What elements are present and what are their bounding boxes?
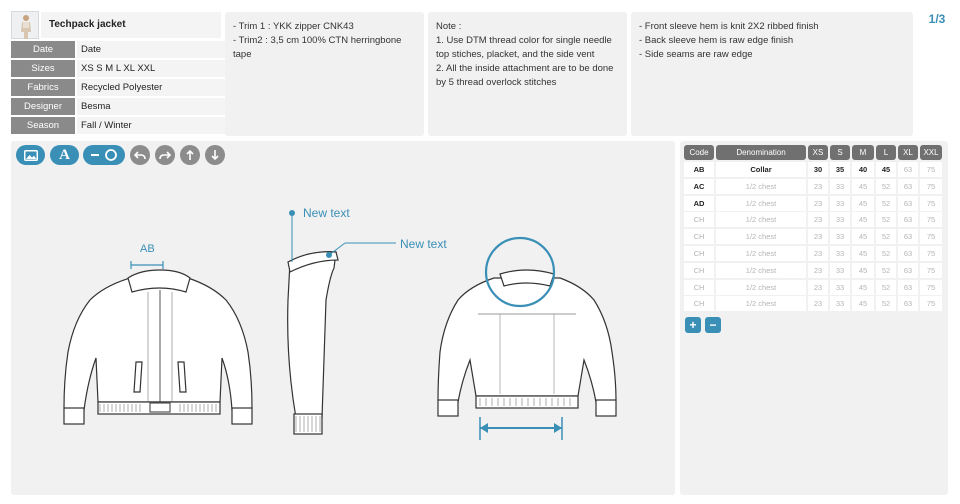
table-cell[interactable]: 45 [852, 246, 874, 261]
hem-width-arrow[interactable] [480, 417, 562, 440]
note-line: Note : [436, 21, 462, 32]
table-cell[interactable]: 45 [852, 296, 874, 311]
canvas-text-label[interactable]: New text [400, 237, 447, 251]
table-cell[interactable]: 52 [876, 263, 896, 278]
table-cell[interactable]: 23 [808, 179, 828, 194]
add-row-button[interactable]: + [685, 317, 701, 333]
table-cell[interactable]: 63 [898, 162, 918, 177]
column-header-code: Code [684, 145, 714, 160]
table-cell[interactable]: 63 [898, 296, 918, 311]
table-cell[interactable]: 45 [852, 179, 874, 194]
techpack-title[interactable]: Techpack jacket [41, 12, 221, 38]
table-cell[interactable]: 1/2 chest [716, 280, 806, 295]
column-header-s: S [830, 145, 850, 160]
table-cell[interactable]: 1/2 chest [716, 212, 806, 227]
table-cell[interactable]: 75 [920, 212, 942, 227]
table-cell[interactable]: 33 [830, 179, 850, 194]
note-line: - Trim2 : 3,5 cm 100% CTN herringbone [233, 35, 402, 46]
table-cell[interactable]: Collar [716, 162, 806, 177]
page-indicator: 1/3 [928, 12, 946, 26]
table-cell[interactable]: 35 [830, 162, 850, 177]
table-cell[interactable]: 45 [852, 229, 874, 244]
table-cell[interactable]: 52 [876, 179, 896, 194]
table-cell[interactable]: AB [684, 162, 714, 177]
table-cell[interactable]: 1/2 chest [716, 229, 806, 244]
table-cell[interactable]: CH [684, 212, 714, 227]
note-line: - Side seams are raw edge [639, 49, 753, 60]
table-cell[interactable]: 63 [898, 212, 918, 227]
table-cell[interactable]: 45 [876, 162, 896, 177]
table-cell[interactable]: 23 [808, 280, 828, 295]
note-line: by 5 thread overlock stitches [436, 77, 557, 88]
table-cell[interactable]: 63 [898, 196, 918, 211]
meta-key: Season [11, 117, 75, 134]
column-header-l: L [876, 145, 896, 160]
table-cell[interactable]: 45 [852, 263, 874, 278]
table-cell[interactable]: 45 [852, 280, 874, 295]
table-cell[interactable]: 23 [808, 246, 828, 261]
column-header-xxl: XXL [920, 145, 942, 160]
table-cell[interactable]: 75 [920, 162, 942, 177]
table-cell[interactable]: 45 [852, 196, 874, 211]
table-cell[interactable]: 52 [876, 296, 896, 311]
table-cell[interactable]: 23 [808, 229, 828, 244]
table-cell[interactable]: 52 [876, 229, 896, 244]
table-cell[interactable]: 23 [808, 212, 828, 227]
table-cell[interactable]: 75 [920, 229, 942, 244]
table-cell[interactable]: 75 [920, 296, 942, 311]
meta-key: Date [11, 41, 75, 58]
table-cell[interactable]: 1/2 chest [716, 263, 806, 278]
table-cell[interactable]: AD [684, 196, 714, 211]
table-cell[interactable]: 33 [830, 246, 850, 261]
table-cell[interactable]: CH [684, 246, 714, 261]
column-header-m: M [852, 145, 874, 160]
table-cell[interactable]: 52 [876, 212, 896, 227]
ab-label[interactable]: AB [140, 243, 155, 255]
ab-dimension-marker[interactable] [131, 261, 163, 269]
meta-value[interactable]: Besma [77, 98, 231, 115]
text-callout-1[interactable] [289, 210, 295, 262]
note-line: - Back sleeve hem is raw edge finish [639, 35, 794, 46]
meta-key: Fabrics [11, 79, 75, 96]
table-cell[interactable]: 33 [830, 229, 850, 244]
jacket-side-sketch[interactable] [288, 252, 338, 434]
table-cell[interactable]: 63 [898, 263, 918, 278]
table-cell[interactable]: 45 [852, 212, 874, 227]
table-cell[interactable]: 52 [876, 196, 896, 211]
table-cell[interactable]: 63 [898, 280, 918, 295]
column-header-xs: XS [808, 145, 828, 160]
table-cell[interactable]: 23 [808, 296, 828, 311]
note-line: - Trim 1 : YKK zipper CNK43 [233, 21, 354, 32]
table-cell[interactable]: 23 [808, 196, 828, 211]
table-cell[interactable]: 23 [808, 263, 828, 278]
table-cell[interactable]: 33 [830, 296, 850, 311]
canvas-text-label[interactable]: New text [303, 206, 350, 220]
meta-value[interactable]: XS S M L XL XXL [77, 60, 231, 77]
table-cell[interactable]: 30 [808, 162, 828, 177]
note-line: 2. All the inside attachment are to be done [436, 63, 614, 74]
note-line: 1. Use DTM thread color for single needle [436, 35, 612, 46]
table-cell[interactable]: 33 [830, 212, 850, 227]
meta-key: Sizes [11, 60, 75, 77]
meta-key: Designer [11, 98, 75, 115]
table-cell[interactable]: CH [684, 280, 714, 295]
note-line: tape [233, 49, 252, 60]
column-header-denomination: Denomination [716, 145, 806, 160]
column-header-xl: XL [898, 145, 918, 160]
jacket-back-sketch[interactable] [438, 270, 616, 416]
table-cell[interactable]: CH [684, 229, 714, 244]
text-icon: A [59, 146, 70, 163]
table-cell[interactable]: 1/2 chest [716, 196, 806, 211]
table-cell[interactable]: 33 [830, 280, 850, 295]
meta-value[interactable]: Date [77, 41, 231, 58]
jacket-front-sketch[interactable] [64, 270, 252, 424]
table-cell[interactable]: 33 [830, 263, 850, 278]
note-line: - Front sleeve hem is knit 2X2 ribbed finish [639, 21, 819, 32]
remove-row-button[interactable]: − [705, 317, 721, 333]
table-cell[interactable]: CH [684, 263, 714, 278]
table-cell[interactable]: 75 [920, 263, 942, 278]
table-cell[interactable]: 52 [876, 280, 896, 295]
table-cell[interactable]: 63 [898, 179, 918, 194]
meta-value[interactable]: Recycled Polyester [77, 79, 231, 96]
table-cell[interactable]: 75 [920, 280, 942, 295]
table-cell[interactable]: CH [684, 296, 714, 311]
table-cell[interactable]: 75 [920, 179, 942, 194]
table-cell[interactable]: 75 [920, 196, 942, 211]
table-cell[interactable]: 1/2 chest [716, 296, 806, 311]
table-cell[interactable]: 40 [852, 162, 874, 177]
table-cell[interactable]: 1/2 chest [716, 179, 806, 194]
table-cell[interactable]: AC [684, 179, 714, 194]
table-cell[interactable]: 1/2 chest [716, 246, 806, 261]
note-line: top stiches, placket, and the side vent [436, 49, 595, 60]
table-cell[interactable]: 63 [898, 246, 918, 261]
table-cell[interactable]: 33 [830, 196, 850, 211]
table-cell[interactable]: 52 [876, 246, 896, 261]
table-cell[interactable]: 63 [898, 229, 918, 244]
table-cell[interactable]: 75 [920, 246, 942, 261]
meta-value[interactable]: Fall / Winter [77, 117, 231, 134]
